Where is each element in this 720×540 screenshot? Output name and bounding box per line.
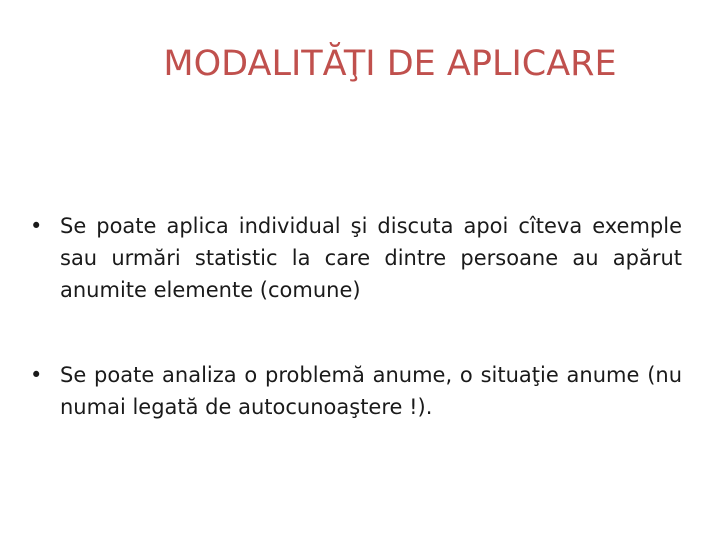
bullet-item <box>30 359 682 423</box>
bullet-point-icon: • <box>30 214 43 238</box>
bullet-item <box>30 210 682 306</box>
bullet-point-icon: • <box>30 363 43 387</box>
bullet-text: Se poate aplica individual şi discuta apoi cîteva exemple sau urmări statistic la care dintre persoane au apărut anumite elemente (comune) <box>60 214 682 302</box>
slide-title: MODALITĂŢI DE APLICARE <box>163 44 617 84</box>
bullet-list <box>30 210 682 423</box>
bullet-text: Se poate analiza o problemă anume, o situaţie anume (nu numai legată de autocunoaştere !). <box>60 363 682 419</box>
